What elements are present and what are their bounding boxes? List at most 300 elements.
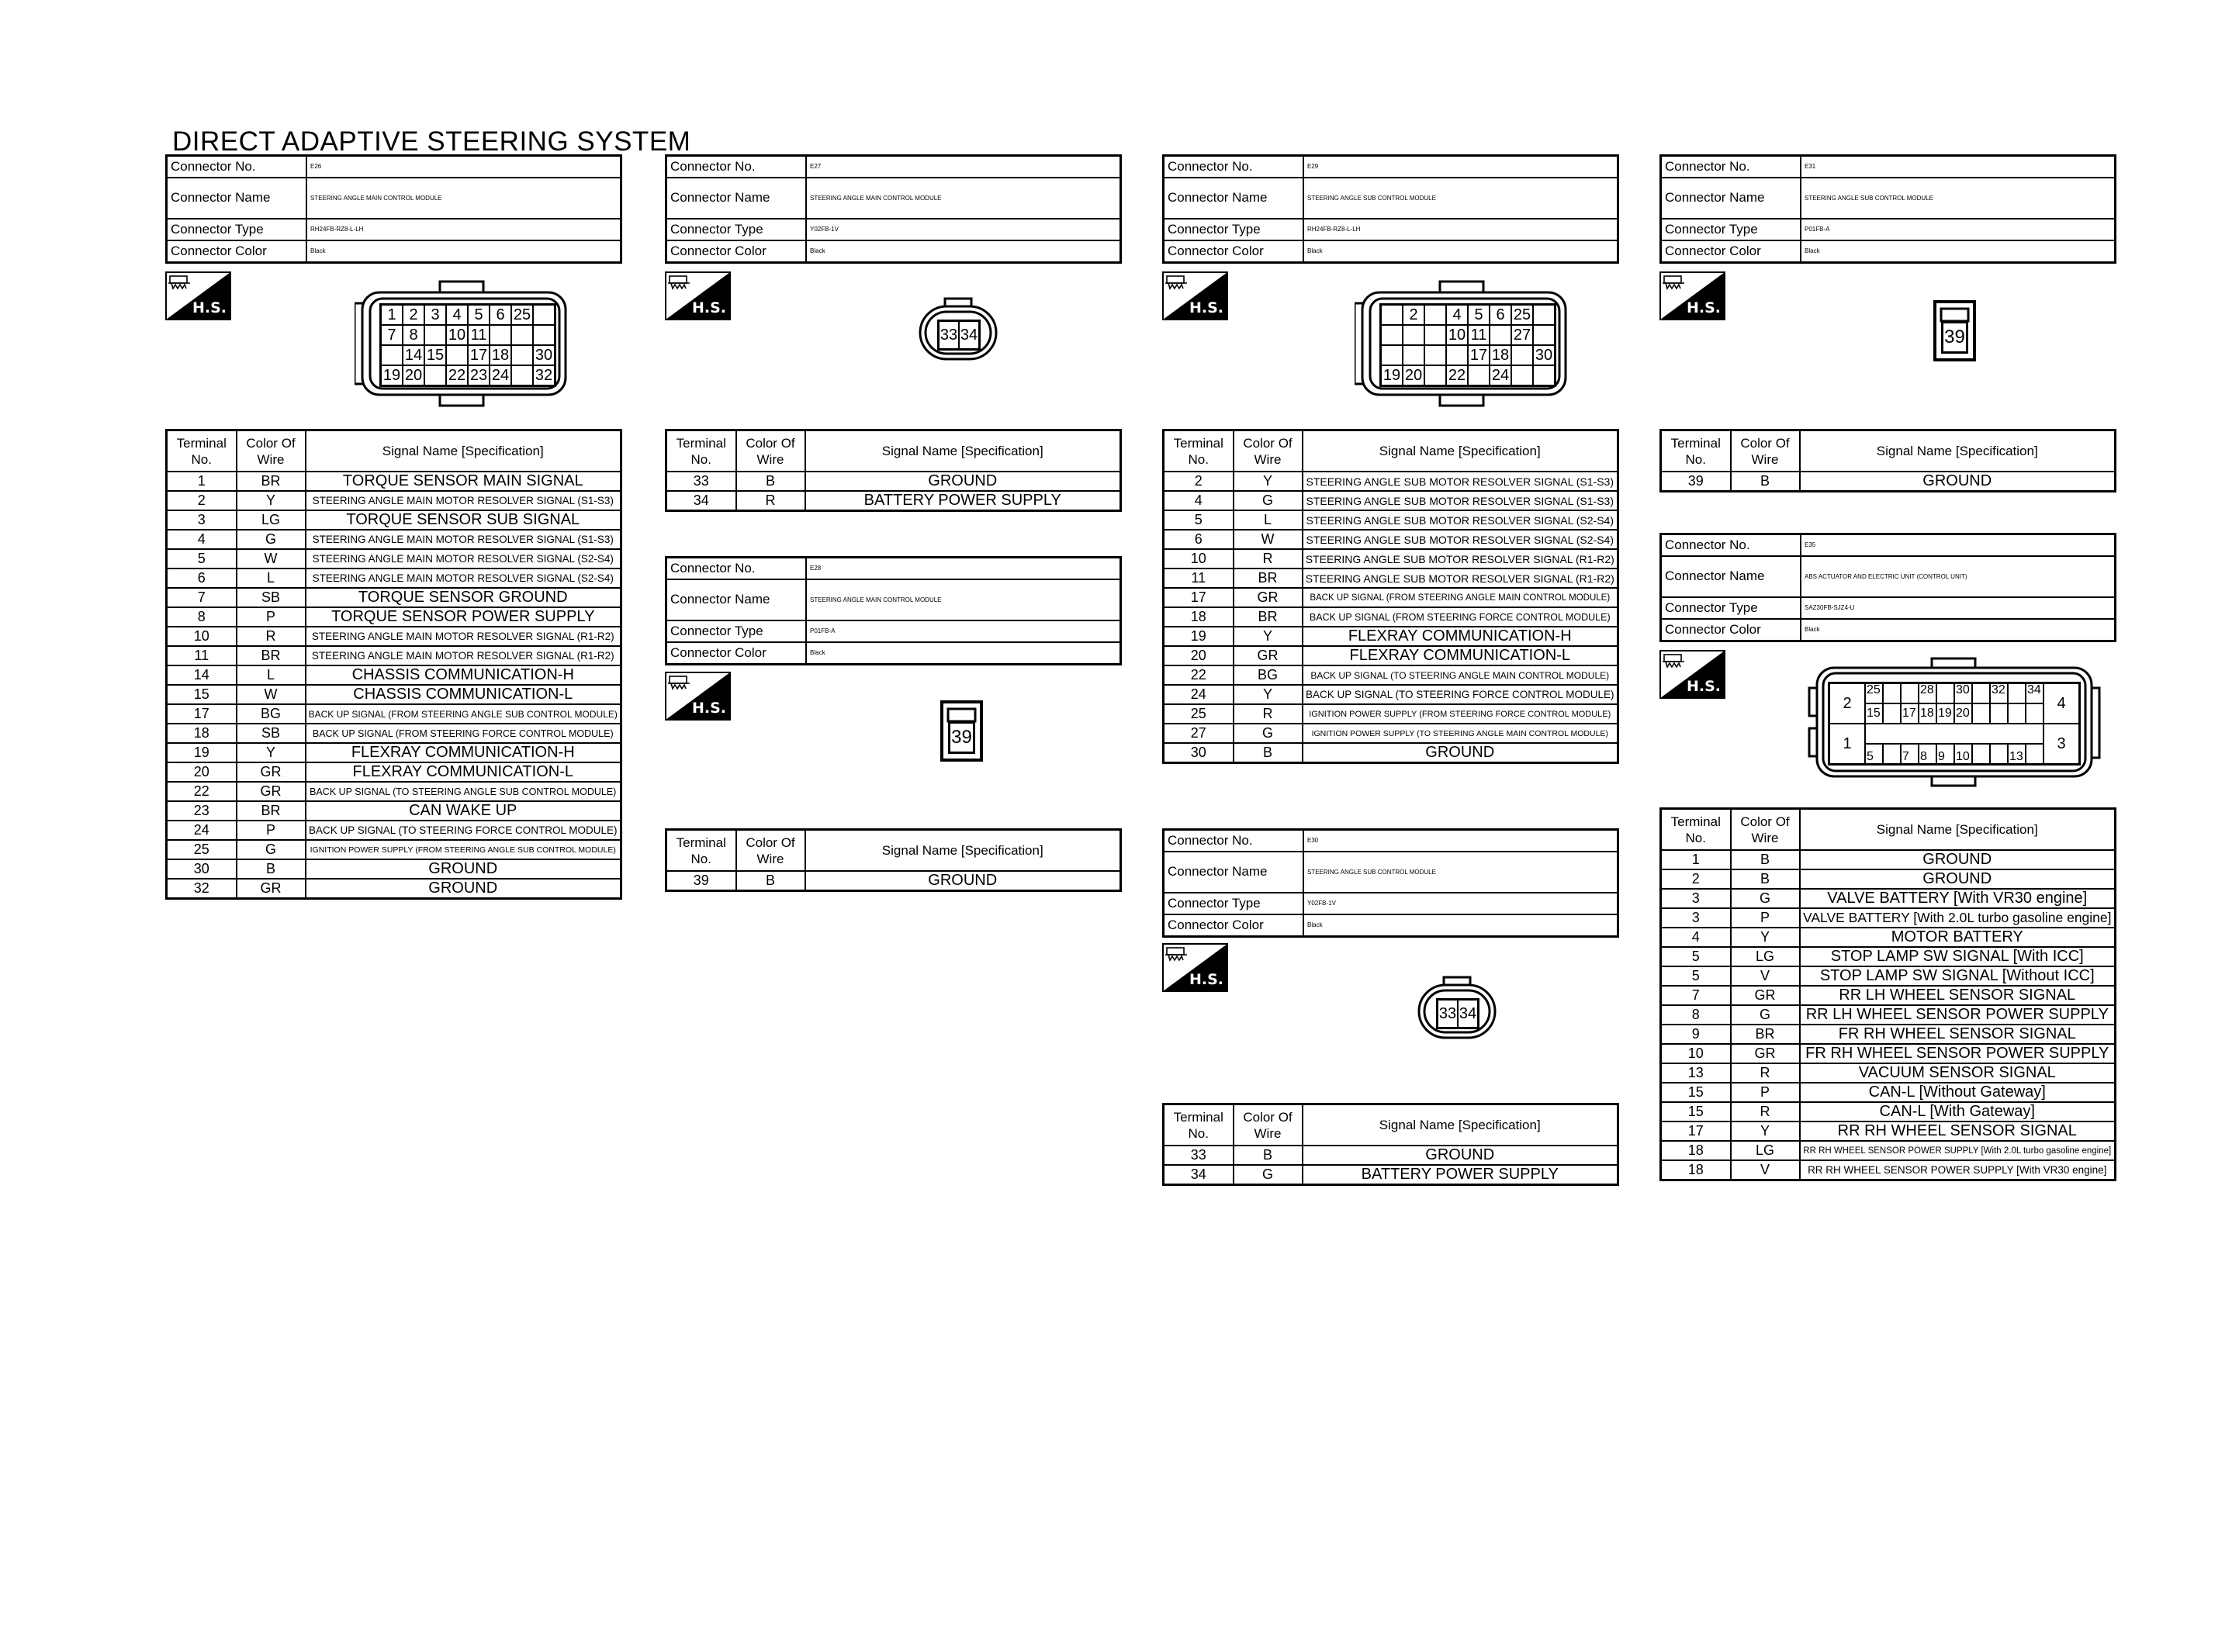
pin-cell (382, 346, 402, 365)
table-row (1661, 869, 2116, 889)
connector-no-label: Connector No. (167, 156, 307, 178)
wire-color: GR (237, 782, 306, 801)
connector-info-table (665, 154, 1122, 264)
wire-color: B (1731, 850, 1800, 869)
terminal-no: 22 (167, 782, 237, 801)
connector-name-value: ABS ACTUATOR AND ELECTRIC UNIT (CONTROL UNIT) (1801, 556, 2116, 597)
wire-color: B (1234, 743, 1303, 763)
pin-cell: 30 (535, 347, 553, 364)
table-row (167, 588, 621, 607)
table-row (1661, 1005, 2116, 1025)
connector-color-row (666, 240, 1121, 263)
table-row (167, 646, 621, 665)
terminal-no: 15 (1661, 1083, 1731, 1102)
wire-color: BR (237, 801, 306, 821)
pin-cell: 4 (447, 306, 467, 324)
connector-name-label: Connector Name (167, 178, 307, 219)
wire-color: B (736, 871, 805, 891)
wire-color: Y (1234, 685, 1303, 704)
table-row (167, 530, 621, 549)
terminal-no: 25 (1164, 704, 1234, 724)
pin-cell: 30 (1955, 684, 1971, 703)
wire-color: BR (1731, 1025, 1800, 1044)
connector-type-row (167, 219, 621, 240)
pin-cell: 5 (469, 306, 489, 324)
terminal-no: 8 (1661, 1005, 1731, 1025)
connector-face-diagram (1808, 657, 2101, 789)
pin-cell (2026, 745, 2043, 763)
terminal-no: 25 (167, 840, 237, 859)
table-row (1164, 569, 1618, 588)
wire-color: Y (237, 491, 306, 510)
pin-grid (1828, 682, 2081, 766)
terminal-table-header (167, 430, 621, 472)
signal-name: STEERING ANGLE SUB MOTOR RESOLVER SIGNAL (S1-S3) (1303, 472, 1618, 491)
pin-cell: 4 (2044, 684, 2078, 723)
pin-grid (1436, 998, 1479, 1029)
pin-grid (937, 320, 981, 351)
pin-cell: 30 (1535, 347, 1553, 364)
pin-cell: 20 (1404, 367, 1423, 384)
connector-type-value: P01FB-A (1801, 219, 2116, 240)
terminal-table (1659, 429, 2116, 492)
connector-info-table (1659, 533, 2116, 642)
pin-cell: 33 (940, 322, 958, 348)
terminal-no-header: Terminal No. (1661, 809, 1731, 851)
connector-name-row (1661, 556, 2116, 597)
terminal-no: 6 (1164, 530, 1234, 549)
pin-cell: 2 (403, 306, 424, 324)
connector-type-row (1164, 893, 1618, 914)
signal-name: GROUND (805, 871, 1121, 891)
table-row (1164, 724, 1618, 743)
terminal-no: 5 (1164, 510, 1234, 530)
wire-color-header: Color Of Wire (237, 430, 306, 472)
terminal-table-header (666, 430, 1121, 472)
terminal-no: 7 (167, 588, 237, 607)
signal-name: FR RH WHEEL SENSOR POWER SUPPLY (1800, 1044, 2116, 1063)
wire-color: B (1731, 869, 1800, 889)
terminal-no: 11 (1164, 569, 1234, 588)
pin-cell (1902, 684, 1918, 703)
connector-no-row (1661, 534, 2116, 556)
terminal-no: 2 (1661, 869, 1731, 889)
pin-cell (1425, 346, 1445, 365)
connector-name-label: Connector Name (1164, 178, 1304, 219)
terminal-no: 24 (1164, 685, 1234, 704)
pin-cell: 9 (1937, 745, 1954, 763)
wire-color: G (237, 840, 306, 859)
wire-color: LG (1731, 1141, 1800, 1160)
signal-name-header: Signal Name [Specification] (306, 430, 621, 472)
signal-name: RR LH WHEEL SENSOR SIGNAL (1800, 986, 2116, 1005)
connector-name-value: STEERING ANGLE SUB CONTROL MODULE (1303, 178, 1618, 219)
signal-name: FR RH WHEEL SENSOR SIGNAL (1800, 1025, 2116, 1044)
table-row (666, 491, 1121, 511)
signal-name: RR RH WHEEL SENSOR POWER SUPPLY [With VR30 engine] (1800, 1160, 2116, 1180)
pin-cell (2026, 704, 2043, 723)
pin-cell: 32 (535, 367, 553, 384)
pin-cell (1937, 684, 1954, 703)
connector-face-diagram (919, 297, 998, 361)
pin-cell (1382, 346, 1402, 365)
signal-name: STEERING ANGLE MAIN MOTOR RESOLVER SIGNAL (S1-S3) (306, 530, 621, 549)
harness-side-label: H.S. (691, 299, 726, 316)
pin-cell: 2 (1830, 684, 1864, 723)
harness-side-label: H.S. (1189, 299, 1223, 316)
pin-cell: 34 (960, 322, 978, 348)
connector-name-label: Connector Name (1661, 556, 1801, 597)
terminal-no: 11 (167, 646, 237, 665)
terminal-no: 10 (1164, 549, 1234, 569)
terminal-no: 39 (666, 871, 736, 891)
signal-name: GROUND (1303, 743, 1618, 763)
table-row (167, 879, 621, 899)
terminal-no: 5 (167, 549, 237, 569)
pin-cell: 27 (1513, 327, 1531, 344)
terminal-no: 10 (1661, 1044, 1731, 1063)
pin-cell (447, 346, 467, 365)
table-row (167, 665, 621, 685)
pin-cell (1382, 306, 1402, 324)
table-row (1661, 947, 2116, 966)
terminal-no: 27 (1164, 724, 1234, 743)
pin-cell (1447, 346, 1467, 365)
pin-cell: 20 (1955, 704, 1971, 723)
page-title: DIRECT ADAPTIVE STEERING SYSTEM (172, 126, 691, 157)
signal-name: STEERING ANGLE SUB MOTOR RESOLVER SIGNAL (S1-S3) (1303, 491, 1618, 510)
harness-side-icon (165, 271, 231, 320)
signal-name: TORQUE SENSOR POWER SUPPLY (306, 607, 621, 627)
terminal-no: 2 (167, 491, 237, 510)
connector-no-row (1164, 830, 1618, 852)
wire-color-header: Color Of Wire (1731, 430, 1800, 472)
table-row (1164, 491, 1618, 510)
pin-cell: 6 (1490, 306, 1511, 324)
pin-grid (948, 721, 975, 754)
connector-no-value: E35 (1801, 534, 2116, 556)
pin-cell: 10 (1955, 745, 1971, 763)
table-row (1164, 607, 1618, 627)
connector-type-label: Connector Type (1164, 893, 1304, 914)
terminal-table (1162, 1103, 1619, 1186)
pin-cell (1403, 346, 1424, 365)
pin-cell (1534, 366, 1554, 385)
pin-cell: 20 (404, 367, 423, 384)
pin-grid (1379, 303, 1556, 387)
terminal-no: 24 (167, 821, 237, 840)
connector-color-row (1164, 240, 1618, 263)
terminal-table (1162, 429, 1619, 764)
terminal-no: 19 (1164, 627, 1234, 646)
wire-color-header: Color Of Wire (1731, 809, 1800, 851)
pin-cell: 18 (491, 347, 510, 364)
harness-side-icon (1162, 271, 1228, 320)
signal-name: BACK UP SIGNAL (FROM STEERING FORCE CONTROL MODULE) (1303, 607, 1618, 627)
table-row (1661, 1044, 2116, 1063)
wire-color: G (237, 530, 306, 549)
connector-type-label: Connector Type (666, 620, 807, 642)
connector-type-row (1164, 219, 1618, 240)
signal-name: FLEXRAY COMMUNICATION-L (1303, 646, 1618, 665)
table-row (167, 859, 621, 879)
table-row (167, 472, 621, 491)
pin-cell (1991, 704, 2007, 723)
connector-no-row (666, 156, 1121, 178)
wire-color: Y (1731, 1121, 1800, 1141)
pin-cell (2009, 704, 2025, 723)
harness-side-label: H.S. (1189, 971, 1223, 988)
signal-name-header: Signal Name [Specification] (1800, 809, 2116, 851)
pin-cell: 39 (950, 724, 973, 752)
wire-color: W (237, 549, 306, 569)
wire-color: GR (1234, 588, 1303, 607)
pin-cell: 1 (1830, 724, 1864, 763)
terminal-no: 9 (1661, 1025, 1731, 1044)
connector-color-value: Black (806, 642, 1121, 665)
table-row (167, 724, 621, 743)
terminal-no: 18 (1661, 1141, 1731, 1160)
signal-name: CAN-L [Without Gateway] (1800, 1083, 2116, 1102)
pin-cell: 7 (1902, 745, 1918, 763)
table-row (1164, 1165, 1618, 1185)
blank-band (1866, 724, 2043, 743)
wire-color: R (1234, 549, 1303, 569)
pin-cell: 34 (2026, 684, 2043, 703)
pin-cell: 18 (1919, 704, 1936, 723)
connector-no-value: E30 (1303, 830, 1618, 852)
connector-name-row (666, 178, 1121, 219)
pin-cell: 4 (1447, 306, 1467, 324)
terminal-no-header: Terminal No. (1164, 1104, 1234, 1146)
signal-name-header: Signal Name [Specification] (1303, 430, 1618, 472)
signal-name: STEERING ANGLE SUB MOTOR RESOLVER SIGNAL (R1-R2) (1303, 569, 1618, 588)
table-row (1661, 1141, 2116, 1160)
signal-name: FLEXRAY COMMUNICATION-L (306, 762, 621, 782)
terminal-no: 6 (167, 569, 237, 588)
pin-cell: 18 (1491, 347, 1510, 364)
terminal-no: 3 (1661, 889, 1731, 908)
connector-no-value: E28 (806, 558, 1121, 579)
signal-name: IGNITION POWER SUPPLY (FROM STEERING FORCE CONTROL MODULE) (1303, 704, 1618, 724)
table-row (167, 491, 621, 510)
harness-side-icon (665, 271, 731, 320)
terminal-no: 1 (167, 472, 237, 491)
signal-name: GROUND (805, 472, 1121, 491)
signal-name: RR RH WHEEL SENSOR SIGNAL (1800, 1121, 2116, 1141)
wire-color: R (1234, 704, 1303, 724)
terminal-no: 18 (1661, 1160, 1731, 1180)
connector-type-row (666, 620, 1121, 642)
terminal-table-header (1164, 1104, 1618, 1146)
wire-color: G (1234, 724, 1303, 743)
terminal-table (1659, 807, 2116, 1181)
wire-color: B (736, 472, 805, 491)
wire-color: GR (1731, 1044, 1800, 1063)
connector-type-value: Y02FB-1V (806, 219, 1121, 240)
terminal-no: 20 (1164, 646, 1234, 665)
wire-color: G (1234, 1165, 1303, 1185)
wire-color: G (1731, 1005, 1800, 1025)
signal-name: STEERING ANGLE MAIN MOTOR RESOLVER SIGNAL (S1-S3) (306, 491, 621, 510)
table-row (1164, 1146, 1618, 1165)
connector-no-row (1661, 156, 2116, 178)
terminal-table-header (666, 830, 1121, 872)
table-row (167, 821, 621, 840)
wire-color: G (1234, 491, 1303, 510)
signal-name: BATTERY POWER SUPPLY (1303, 1165, 1618, 1185)
signal-name: STOP LAMP SW SIGNAL [Without ICC] (1800, 966, 2116, 986)
pin-cell: 3 (425, 306, 445, 324)
pin-cell (1512, 366, 1532, 385)
signal-name: FLEXRAY COMMUNICATION-H (306, 743, 621, 762)
table-row (167, 569, 621, 588)
connector-type-value: SAZ30FB-SJZ4-U (1801, 597, 2116, 619)
wire-color: L (237, 569, 306, 588)
pin-cell (1534, 306, 1554, 324)
terminal-no: 2 (1164, 472, 1234, 491)
connector-no-label: Connector No. (1164, 830, 1304, 852)
connector-name-label: Connector Name (1164, 852, 1304, 893)
pin-cell: 15 (1866, 704, 1882, 723)
table-row (1661, 1102, 2116, 1121)
pin-cell (1534, 326, 1554, 344)
terminal-no: 18 (1164, 607, 1234, 627)
terminal-no: 14 (167, 665, 237, 685)
connector-name-label: Connector Name (666, 579, 807, 620)
terminal-table (665, 828, 1122, 892)
wire-color: B (237, 859, 306, 879)
pin-cell: 17 (1902, 704, 1918, 723)
table-row (1164, 549, 1618, 569)
terminal-no: 3 (167, 510, 237, 530)
wire-color: W (237, 685, 306, 704)
connector-info-table (1162, 154, 1619, 264)
connector-name-value: STEERING ANGLE SUB CONTROL MODULE (1303, 852, 1618, 893)
table-row (1164, 685, 1618, 704)
signal-name: CHASSIS COMMUNICATION-L (306, 685, 621, 704)
signal-name: GROUND (1800, 850, 2116, 869)
connector-name-row (666, 579, 1121, 620)
pin-cell: 19 (1937, 704, 1954, 723)
signal-name: VALVE BATTERY [With VR30 engine] (1800, 889, 2116, 908)
signal-name: CAN WAKE UP (306, 801, 621, 821)
pin-grid (379, 303, 556, 387)
pin-cell (1469, 366, 1489, 385)
signal-name: BACK UP SIGNAL (FROM STEERING FORCE CONTROL MODULE) (306, 724, 621, 743)
pin-cell: 22 (1448, 367, 1466, 384)
pin-cell (512, 326, 532, 344)
wire-color: BR (237, 646, 306, 665)
table-row (1661, 1025, 2116, 1044)
table-row (1164, 704, 1618, 724)
pin-cell: 11 (469, 326, 489, 344)
wire-color: Y (237, 743, 306, 762)
pin-cell (1425, 366, 1445, 385)
table-row (1164, 510, 1618, 530)
connector-name-value: STEERING ANGLE MAIN CONTROL MODULE (806, 178, 1121, 219)
connector-type-label: Connector Type (1164, 219, 1304, 240)
connector-no-row (666, 558, 1121, 579)
signal-name: IGNITION POWER SUPPLY (FROM STEERING ANGLE SUB CONTROL MODULE) (306, 840, 621, 859)
signal-name: TORQUE SENSOR MAIN SIGNAL (306, 472, 621, 491)
pin-cell: 19 (1383, 367, 1401, 384)
pin-cell (534, 326, 554, 344)
table-row (167, 685, 621, 704)
signal-name: MOTOR BATTERY (1800, 928, 2116, 947)
wire-color: V (1731, 966, 1800, 986)
connector-info-table (1162, 828, 1619, 938)
wire-color: BR (1234, 607, 1303, 627)
connector-name-label: Connector Name (666, 178, 807, 219)
connector-color-value: Black (306, 240, 621, 263)
wire-color: P (237, 607, 306, 627)
terminal-table-header (1164, 430, 1618, 472)
wire-color: GR (1234, 646, 1303, 665)
connector-no-label: Connector No. (666, 558, 807, 579)
connector-no-label: Connector No. (1164, 156, 1304, 178)
connector-color-label: Connector Color (167, 240, 307, 263)
pin-cell (1991, 745, 2007, 763)
terminal-no: 17 (1661, 1121, 1731, 1141)
terminal-no: 13 (1661, 1063, 1731, 1083)
connector-type-label: Connector Type (167, 219, 307, 240)
table-row (1164, 743, 1618, 763)
harness-side-label: H.S. (1686, 299, 1721, 316)
table-row (1661, 1121, 2116, 1141)
harness-side-label: H.S. (1686, 678, 1721, 695)
connector-color-label: Connector Color (1661, 619, 1801, 641)
terminal-no: 17 (1164, 588, 1234, 607)
wire-color-header: Color Of Wire (1234, 1104, 1303, 1146)
table-row (1661, 908, 2116, 928)
wire-color: B (1234, 1146, 1303, 1165)
wire-color: L (1234, 510, 1303, 530)
connector-type-value: RH24FB-RZ8-L-LH (306, 219, 621, 240)
signal-name: STEERING ANGLE MAIN MOTOR RESOLVER SIGNAL (R1-R2) (306, 627, 621, 646)
signal-name-header: Signal Name [Specification] (805, 830, 1121, 872)
terminal-no: 4 (167, 530, 237, 549)
table-row (1661, 1063, 2116, 1083)
pin-cell (425, 326, 445, 344)
terminal-no: 22 (1164, 665, 1234, 685)
wire-color: R (736, 491, 805, 511)
connector-color-label: Connector Color (666, 642, 807, 665)
connector-face-diagram (1933, 300, 1976, 361)
pin-cell (1425, 326, 1445, 344)
table-row (167, 549, 621, 569)
table-row (1164, 646, 1618, 665)
signal-name: BACK UP SIGNAL (TO STEERING ANGLE MAIN CONTROL MODULE) (1303, 665, 1618, 685)
wire-color: R (237, 627, 306, 646)
pin-cell (1884, 704, 1900, 723)
connector-no-value: E31 (1801, 156, 2116, 178)
pin-cell: 5 (1866, 745, 1882, 763)
table-row (167, 782, 621, 801)
table-row (1661, 928, 2116, 947)
signal-name-header: Signal Name [Specification] (1800, 430, 2116, 472)
connector-name-label: Connector Name (1661, 178, 1801, 219)
connector-name-row (1661, 178, 2116, 219)
pin-cell: 17 (1469, 347, 1488, 364)
harness-side-icon (665, 672, 731, 721)
table-row (1164, 530, 1618, 549)
pin-cell (1425, 306, 1445, 324)
signal-name: STEERING ANGLE MAIN MOTOR RESOLVER SIGNAL (S2-S4) (306, 569, 621, 588)
pin-cell: 17 (469, 347, 488, 364)
terminal-no: 32 (167, 879, 237, 899)
terminal-no: 4 (1164, 491, 1234, 510)
